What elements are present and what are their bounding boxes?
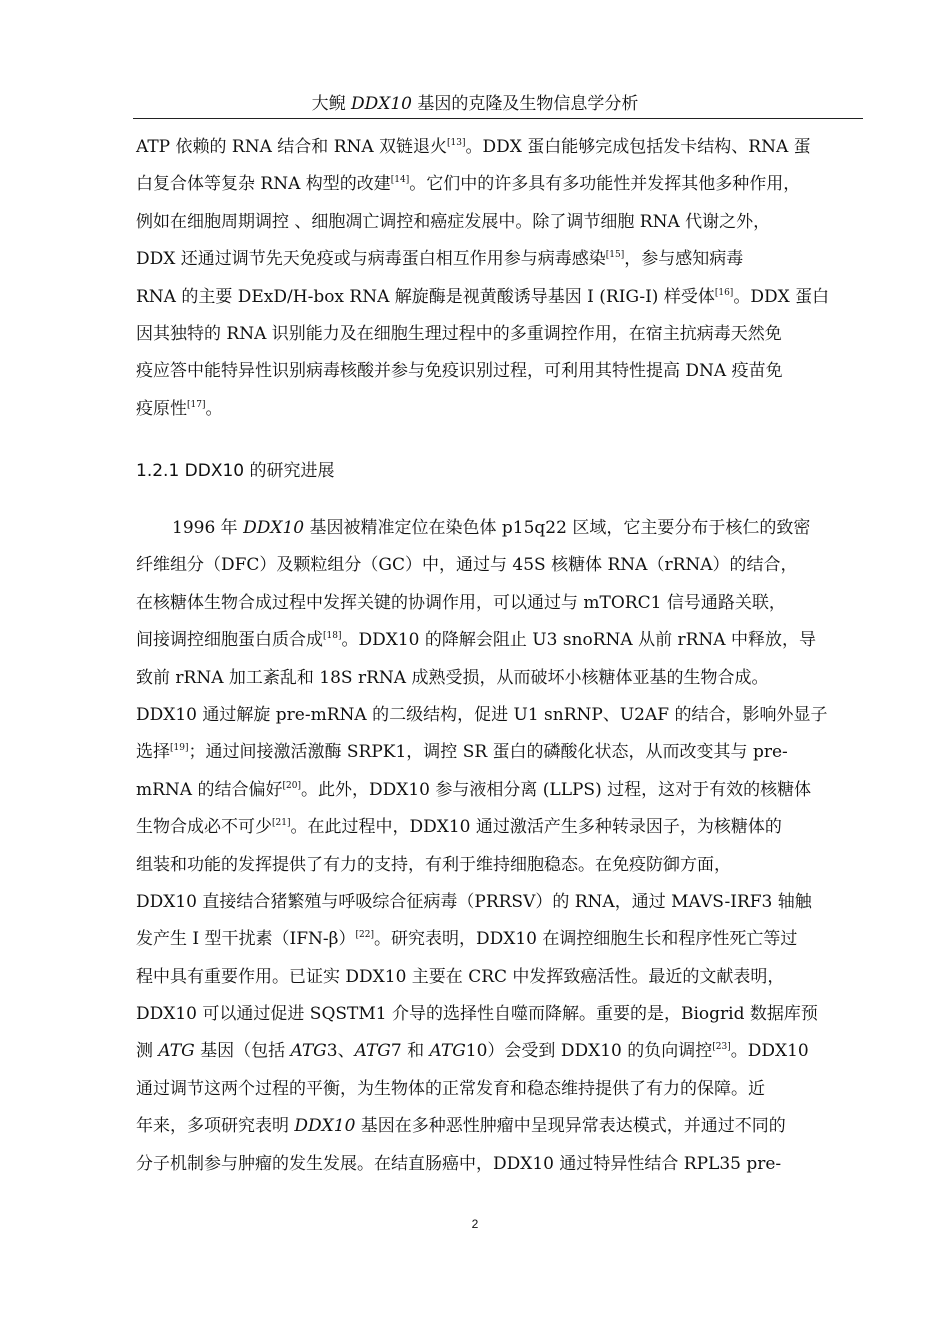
- text-line: 组装和功能的发挥提供了有力的支持，有利于维持细胞稳态。在免疫防御方面，: [136, 854, 731, 875]
- paragraph-2: [136, 510, 858, 1183]
- text-line: 程中具有重要作用。已证实 DDX10 主要在 CRC 中发挥致癌活性。最近的文献表明，: [136, 966, 785, 987]
- text-line: RNA 的主要 DExD/H-box RNA 解旋酶是视黄酸诱导基因 I (RIG-I) 样受体[16]。DDX 蛋白: [136, 286, 830, 307]
- text-line: 年来，多项研究表明 DDX10 基因在多种恶性肿瘤中呈现异常表达模式，并通过不同的: [136, 1116, 786, 1137]
- text-line: 疫原性[17]。: [136, 398, 223, 419]
- text-line: mRNA 的结合偏好[20]。此外，DDX10 参与液相分离 (LLPS) 过程，这对于有效的核糖体: [136, 779, 812, 800]
- text-line: 疫应答中能特异性识别病毒核酸并参与免疫识别过程，可利用其特性提高 DNA 疫苗免: [136, 361, 783, 382]
- page-number: 2: [471, 1217, 479, 1231]
- text-line: 致前 rRNA 加工紊乱和 18S rRNA 成熟受损，从而破坏小核糖体亚基的生物合成。: [136, 667, 769, 688]
- header-rule: [133, 118, 863, 119]
- text-line: 白复合体等复杂 RNA 构型的改建[14]。它们中的许多具有多功能性并发挥其他多种作用，: [136, 174, 801, 195]
- text-line: 测 ATG 基因（包括 ATG3、ATG7 和 ATG10）会受到 DDX10 的负向调控[23]。DDX10: [136, 1041, 809, 1062]
- text-line: 在核糖体生物合成过程中发挥关键的协调作用，可以通过与 mTORC1 信号通路关联，: [136, 592, 786, 613]
- text-line: 纤维组分（DFC）及颗粒组分（GC）中，通过与 45S 核糖体 RNA（rRNA）的结合，: [136, 555, 798, 576]
- paragraph-1: [136, 129, 858, 428]
- text-line: DDX10 通过解旋 pre-mRNA 的二级结构，促进 U1 snRNP、U2AF 的结合，影响外显子: [136, 704, 828, 725]
- running-header: 大鲵 DDX10 基因的克隆及生物信息学分析: [311, 94, 639, 114]
- text-line: 发产生 I 型干扰素（IFN-β）[22]。研究表明，DDX10 在调控细胞生长和程序性死亡等过: [136, 929, 798, 950]
- text-line: 选择[19]；通过间接激活激酶 SRPK1，调控 SR 蛋白的磷酸化状态，从而改变其与 pre-: [136, 742, 788, 763]
- text-line: 例如在细胞周期调控 、细胞凋亡调控和癌症发展中。除了调节细胞 RNA 代谢之外，: [136, 211, 771, 232]
- text-line: DDX10 可以通过促进 SQSTM1 介导的选择性自噬而降解。重要的是，Biogrid 数据库预: [136, 1004, 818, 1025]
- text-line: 通过调节这两个过程的平衡，为生物体的正常发育和稳态维持提供了有力的保障。近: [136, 1078, 765, 1099]
- text-line: ATP 依赖的 RNA 结合和 RNA 双链退火[13]。DDX 蛋白能够完成包括发卡结构、RNA 蛋: [136, 137, 811, 157]
- text-line: 生物合成必不可少[21]。在此过程中，DDX10 通过激活产生多种转录因子，为核糖体的: [136, 817, 782, 838]
- section-heading: 1.2.1 DDX10 的研究进展: [136, 461, 335, 481]
- text-line: 分子机制参与肿瘤的发生发展。在结直肠癌中，DDX10 通过特异性结合 RPL35 pre-: [136, 1153, 782, 1174]
- text-line: 1996 年 DDX10 基因被精准定位在染色体 p15q22 区域，它主要分布于核仁的致密: [172, 518, 811, 538]
- text-line: DDX10 直接结合猪繁殖与呼吸综合征病毒（PRRSV）的 RNA，通过 MAVS-IRF3 轴触: [136, 891, 812, 912]
- text-line: DDX 还通过调节先天免疫或与病毒蛋白相互作用参与病毒感染[15]，参与感知病毒: [136, 249, 744, 270]
- text-line: 间接调控细胞蛋白质合成[18]。DDX10 的降解会阻止 U3 snoRNA 从前 rRNA 中释放，导: [136, 630, 816, 651]
- text-line: 因其独特的 RNA 识别能力及在细胞生理过程中的多重调控作用，在宿主抗病毒天然免: [136, 323, 782, 344]
